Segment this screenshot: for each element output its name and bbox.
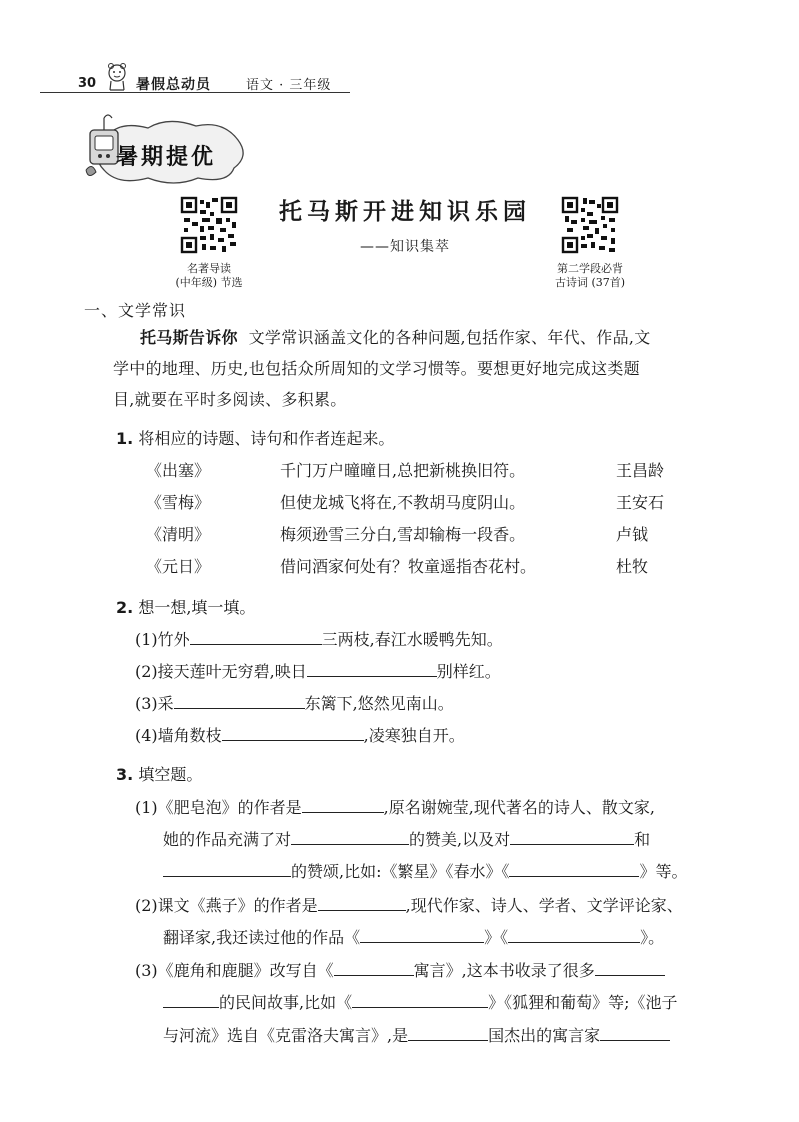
fill-item-3	[135, 691, 454, 714]
page-title: 托马斯开进知识乐园	[279, 199, 531, 225]
qr-code-icon	[180, 196, 238, 254]
answer-blank[interactable]	[307, 662, 437, 677]
answer-blank[interactable]	[163, 993, 219, 1008]
poem-author[interactable]: 王安石	[616, 493, 665, 512]
fill-item-3-3-line-2	[163, 990, 678, 1013]
header-rule	[40, 92, 350, 93]
answer-blank[interactable]	[509, 862, 639, 877]
book-title: 暑假总动员	[136, 77, 211, 93]
fill-item-text: (4)墙角数枝	[135, 726, 222, 745]
mascot-icon	[104, 62, 130, 92]
fill-item-1	[135, 627, 503, 650]
fill-item-text: 别样红。	[436, 662, 501, 681]
fill-item-text: (3)《鹿角和鹿腿》改写自《	[135, 961, 334, 980]
answer-blank[interactable]	[360, 928, 484, 943]
question-number: 1.	[116, 429, 134, 448]
fill-item-text: 》《狐狸和葡萄》等;《池子	[488, 993, 678, 1012]
poem-verse[interactable]: 借问酒家何处有？牧童遥指杏花村。	[280, 557, 537, 576]
fill-item-text: ,原名谢婉莹,现代著名的诗人、散文家,	[383, 798, 655, 817]
section-badge-label: 暑期提优	[116, 145, 217, 170]
answer-blank[interactable]	[174, 694, 305, 709]
fill-item-3-1-line-3	[163, 859, 688, 882]
answer-blank[interactable]	[600, 1026, 670, 1041]
fill-item-text: 》等。	[639, 862, 688, 881]
fill-item-3-3-line-3	[163, 1023, 670, 1046]
intro-line-2: 学中的地理、历史,也包括众所周知的文学习惯等。要想更好地完成这类题	[113, 359, 640, 378]
answer-blank[interactable]	[222, 726, 364, 741]
question-1-prompt	[116, 426, 394, 449]
poem-title[interactable]: 《雪梅》	[146, 493, 211, 512]
answer-blank[interactable]	[163, 862, 291, 877]
fill-item-text: ,凌寒独自开。	[363, 726, 465, 745]
answer-blank[interactable]	[595, 961, 665, 976]
poem-verse[interactable]: 千门万户曈曈日,总把新桃换旧符。	[280, 461, 526, 480]
poem-verse[interactable]: 但使龙城飞将在,不教胡马度阴山。	[280, 493, 526, 512]
fill-item-text: 》《	[484, 928, 509, 947]
fill-item-4	[135, 723, 465, 746]
answer-blank[interactable]	[352, 993, 488, 1008]
fill-item-text: (2)课文《燕子》的作者是	[135, 896, 318, 915]
fill-item-text: 三两枝,春江水暖鸭先知。	[321, 630, 503, 649]
question-2-prompt	[116, 595, 255, 618]
fill-item-3-2-line-2	[163, 925, 664, 948]
page-number: 30	[78, 76, 97, 91]
fill-item-text: (1)竹外	[135, 630, 190, 649]
poem-author[interactable]: 王昌龄	[616, 461, 665, 480]
fill-item-text: (1)《肥皂泡》的作者是	[135, 798, 302, 817]
qr-right-caption	[541, 262, 639, 290]
poem-title[interactable]: 《清明》	[146, 525, 211, 544]
fill-item-text: 和	[634, 830, 651, 849]
answer-blank[interactable]	[334, 961, 414, 976]
fill-item-text: 国杰出的寓言家	[488, 1026, 601, 1045]
intro-line-3: 目,就要在平时多阅读、多积累。	[113, 390, 347, 409]
qr-left-caption-line2: (中年级) 节选	[175, 276, 243, 289]
intro-text-1: 文学常识涵盖文化的各种问题,包括作家、年代、作品,文	[248, 328, 651, 347]
question-number: 2.	[116, 598, 134, 617]
answer-blank[interactable]	[508, 928, 640, 943]
fill-item-text: 翻译家,我还读过他的作品《	[163, 928, 361, 947]
poem-verse[interactable]: 梅须逊雪三分白,雪却输梅一段香。	[280, 525, 526, 544]
fill-item-text: 的赞颂,比如:《繁星》《春水》《	[291, 862, 510, 881]
question-text: 想一想,填一填。	[138, 598, 256, 617]
intro-line-1	[140, 322, 730, 353]
fill-item-3-1-line-2	[163, 827, 650, 850]
qr-right-caption-line1: 第二学段必背	[557, 262, 623, 275]
fill-item-text: ,现代作家、诗人、学者、文学评论家、	[405, 896, 683, 915]
fill-item-text: 与河流》选自《克雷洛夫寓言》,是	[163, 1026, 409, 1045]
fill-item-text: (3)采	[135, 694, 174, 713]
fill-item-text: 她的作品充满了对	[163, 830, 292, 849]
book-subject: 语文 · 三年级	[246, 78, 332, 93]
qr-left-caption-line1: 名著导读	[187, 262, 231, 275]
fill-item-text: 的民间故事,比如《	[219, 993, 353, 1012]
poem-author[interactable]: 卢钺	[616, 525, 649, 544]
fill-item-3-1-line-1	[135, 795, 655, 818]
section-heading: 一、文学常识	[84, 301, 187, 320]
answer-blank[interactable]	[302, 798, 384, 813]
page-subtitle: ——知识集萃	[360, 239, 450, 255]
poem-title[interactable]: 《元日》	[146, 557, 211, 576]
question-text: 填空题。	[138, 765, 203, 784]
fill-item-text: (2)接天莲叶无穷碧,映日	[135, 662, 307, 681]
fill-item-text: 寓言》,这本书收录了很多	[413, 961, 595, 980]
fill-item-text: 东篱下,悠然见南山。	[304, 694, 454, 713]
qr-code-icon	[561, 196, 619, 254]
answer-blank[interactable]	[510, 830, 634, 845]
poem-title[interactable]: 《出塞》	[146, 461, 211, 480]
fill-item-2	[135, 659, 501, 682]
question-3-prompt	[116, 762, 202, 785]
fill-item-3-3-line-1	[135, 958, 665, 981]
qr-left-caption	[168, 262, 250, 290]
fill-item-text: 的赞美,以及对	[409, 830, 511, 849]
intro-lead: 托马斯告诉你	[140, 328, 238, 347]
answer-blank[interactable]	[190, 630, 322, 645]
question-number: 3.	[116, 765, 134, 784]
answer-blank[interactable]	[318, 896, 406, 911]
poem-author[interactable]: 杜牧	[616, 557, 649, 576]
fill-item-3-2-line-1	[135, 893, 683, 916]
fill-item-text: 》。	[640, 928, 665, 947]
answer-blank[interactable]	[291, 830, 409, 845]
qr-right-caption-line2: 古诗词 (37首)	[554, 276, 626, 289]
question-text: 将相应的诗题、诗句和作者连起来。	[138, 429, 395, 448]
answer-blank[interactable]	[408, 1026, 488, 1041]
